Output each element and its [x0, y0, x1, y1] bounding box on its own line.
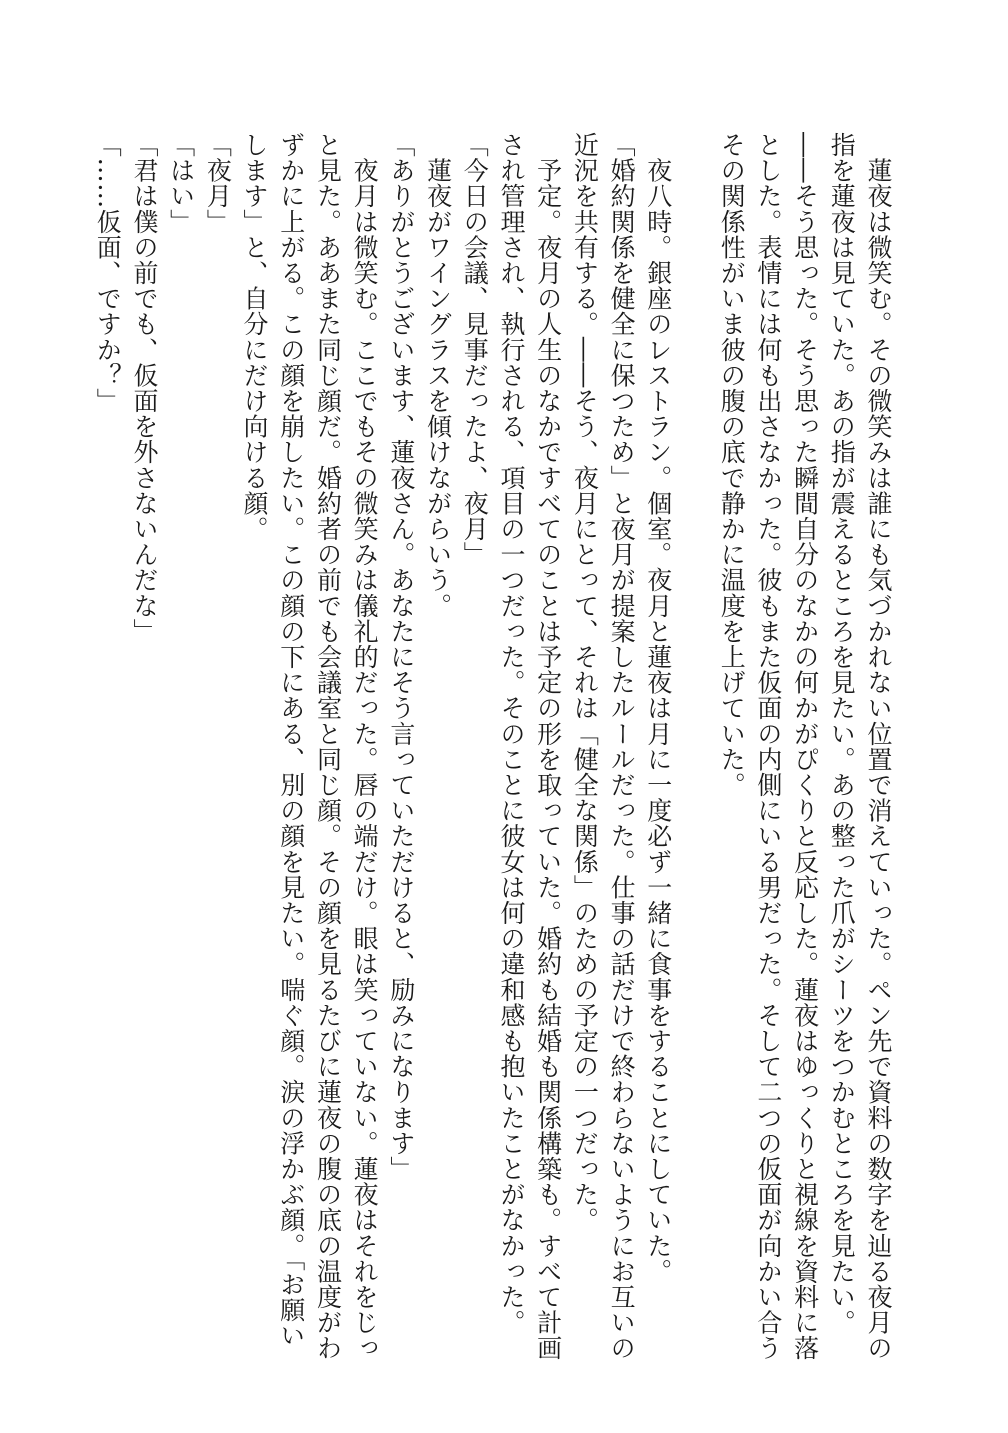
text-line: と見た。ああまた同じ顔だ。婚約者の前でも会議室と同じ顔。その顔を見るたびに蓮夜の腹の底の温度がわ — [313, 132, 343, 1361]
text-line: ずかに上がる。この顔を崩したい。この顔の下にある、別の顔を見たい。喘ぐ顔。涙の浮かぶ顔。「お願い — [276, 132, 306, 1349]
text-line: 蓮夜は微笑む。その微笑みは誰にも気づかれない位置で消えていった。ペン先で資料の数字を辿る夜月の — [864, 132, 893, 1361]
text-line: ――そう思った。そう思った瞬間自分のなかの何かがぴくりと反応した。蓮夜はゆっくりと視線を資料に落 — [790, 132, 820, 1361]
vertical-text-body — [93, 132, 896, 1361]
text-line: 蓮夜がワイングラスを傾けながらいう。 — [423, 132, 453, 619]
text-line: 近況を共有する。――そう、夜月にとって、それは「健全な関係」のための予定の一つだった。 — [570, 132, 600, 1233]
text-line: とした。表情には何も出さなかった。彼もまた仮面の内側にいる男だった。そして二つの仮面が向かい合う — [753, 132, 783, 1361]
blank-line — [676, 132, 713, 1322]
text-line: その関係性がいま彼の腹の底で静かに温度を上げていた。 — [717, 132, 747, 798]
dialogue-line: 「はい」 — [166, 132, 196, 235]
dialogue-line: 「……仮面、ですか？」 — [93, 132, 123, 414]
dialogue-line: 「夜月」 — [203, 132, 233, 235]
text-line: 予定。夜月の人生のなかですべてのことは予定の形を取っていた。婚約も結婚も関係構築も。すべて計画 — [533, 132, 563, 1361]
text-line: 夜八時。銀座のレストラン。個室。夜月と蓮夜は月に一度必ず一緒に食事をすることにしていた。 — [643, 132, 673, 1284]
text-line: 指を蓮夜は見ていた。あの指が震えるところを見たい。あの整った爪がシーツをつかむところを見たい。 — [827, 132, 857, 1336]
text-line: 「婚約関係を健全に保つため」と夜月が提案したルールだった。仕事の話だけで終わらないようにお互いの — [607, 132, 637, 1361]
text-line: され管理され、執行される、項目の一つだった。そのことに彼女は何の違和感も抱いたことがなかった。 — [496, 132, 526, 1336]
text-line: します」と、自分にだけ向ける顔。 — [240, 132, 270, 542]
text-line: 夜月は微笑む。ここでもその微笑みは儀礼的だった。唇の端だけ。眼は笑っていない。蓮夜はそれをじっ — [350, 132, 380, 1361]
dialogue-line: 「今日の会議、見事だったよ、夜月」 — [460, 132, 490, 568]
dialogue-line: 「君は僕の前でも、仮面を外さないんだな」 — [129, 132, 159, 644]
dialogue-line: 「ありがとうございます、蓮夜さん。あなたにそう言っていただけると、励みになります」 — [386, 132, 416, 1182]
